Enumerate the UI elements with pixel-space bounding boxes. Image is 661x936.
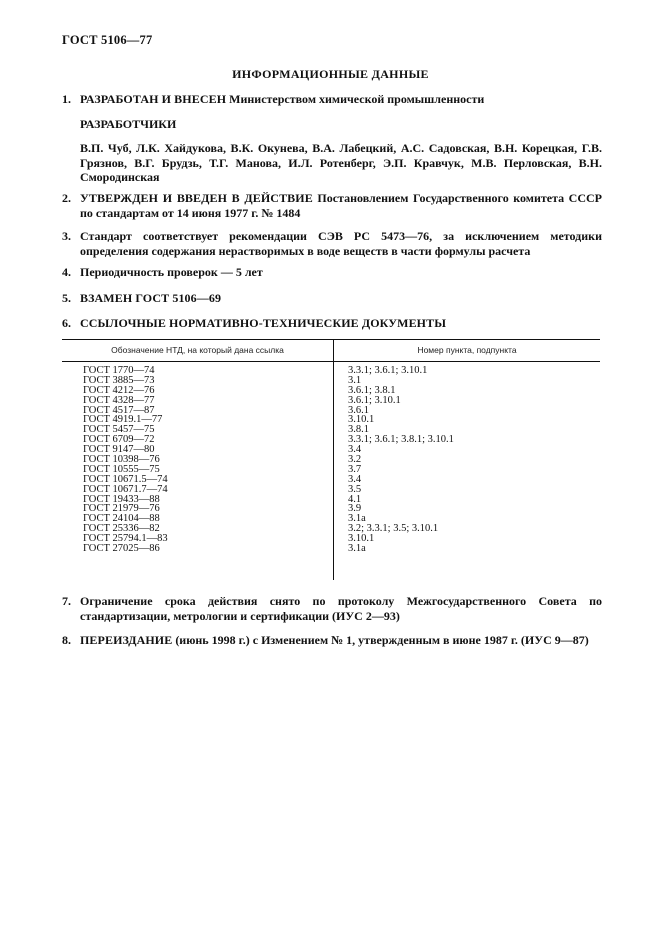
table-cell-clause: 3.10.1	[348, 414, 375, 426]
table-cell-document: ГОСТ 6709—72	[83, 434, 155, 446]
table-cell-clause: 3.1	[348, 374, 362, 386]
table-cell-clause: 3.6.1; 3.8.1	[348, 384, 396, 396]
item-caps: ПЕРЕИЗДАНИЕ	[80, 633, 173, 647]
table-cell-document: ГОСТ 10555—75	[83, 463, 160, 475]
item-number: 4.	[62, 265, 71, 279]
info-item-3	[62, 229, 602, 258]
table-cell-document: ГОСТ 5457—75	[83, 424, 155, 436]
table-cell-document: ГОСТ 4919.1—77	[83, 414, 163, 426]
table-header-rule	[62, 361, 600, 362]
table-cell-document: ГОСТ 10398—76	[83, 454, 160, 466]
table-cell-document: ГОСТ 9147—80	[83, 444, 155, 456]
info-item-6	[62, 316, 602, 331]
item-text: Постановлением Государственного комитета СССР по стандартам от 14 июня 1977 г. № 1484	[80, 191, 602, 220]
item-number: 8.	[62, 633, 71, 647]
table-cell-document: ГОСТ 19433—88	[83, 493, 160, 505]
table-cell-clause: 3.2; 3.3.1; 3.5; 3.10.1	[348, 523, 439, 535]
table-cell-document: ГОСТ 4212—76	[83, 384, 155, 396]
table-cell-clause: 3.1а	[348, 513, 366, 525]
developers-heading: РАЗРАБОТЧИКИ	[80, 117, 177, 131]
info-item-1	[62, 92, 602, 107]
info-item-2	[62, 191, 602, 220]
table-cell-document: ГОСТ 4328—77	[83, 394, 155, 406]
item-number: 3.	[62, 229, 71, 243]
table-body	[62, 366, 600, 554]
table-cell-clause: 3.3.1; 3.6.1; 3.10.1	[348, 365, 428, 376]
table-cell-document: ГОСТ 10671.7—74	[83, 483, 168, 495]
table-cell-document: ГОСТ 1770—74	[83, 365, 155, 376]
table-cell-clause: 4.1	[348, 493, 362, 505]
item-caps: ССЫЛОЧНЫЕ НОРМАТИВНО-ТЕХНИЧЕСКИЕ ДОКУМЕНТЫ	[80, 316, 447, 330]
table-cell-clause: 3.3.1; 3.6.1; 3.8.1; 3.10.1	[348, 434, 454, 446]
table-cell-document: ГОСТ 27025—86	[83, 543, 160, 555]
table-cell-document: ГОСТ 3885—73	[83, 374, 155, 386]
developers-list: В.П. Чуб, Л.К. Хайдукова, В.К. Окунева, В.А. Лабецкий, А.С. Садовская, В.Н. Корецкая, Г.В. Грязнов, В.Г. Брудзь, Т.Г. Манова, И.Л. Ротенберг, Э.П. Кравчук, М.В. Перловская, В.Н. Смородинская	[80, 141, 602, 184]
table-cell-clause: 3.6.1	[348, 404, 369, 416]
info-item-4	[62, 265, 602, 280]
table-cell-clause: 3.7	[348, 463, 362, 475]
table-cell-document: ГОСТ 4517—87	[83, 404, 155, 416]
table-header-clause: Номер пункта, подпункта	[417, 345, 517, 355]
item-number: 7.	[62, 594, 71, 608]
item-text: Министерством химической промышленности	[229, 92, 485, 106]
table-cell-clause: 3.5	[348, 483, 362, 495]
item-number: 5.	[62, 291, 71, 305]
table-cell-clause: 3.10.1	[348, 533, 375, 545]
table-cell-clause: 3.2	[348, 454, 362, 466]
item-number: 6.	[62, 316, 71, 330]
item-text: Ограничение срока действия снято по протоколу Межгосударственного Совета по стандартизации, метрологии и сертификации (ИУС 2—93)	[80, 594, 602, 623]
item-caps: УТВЕРЖДЕН И ВВЕДЕН В ДЕЙСТВИЕ	[80, 191, 313, 205]
table-cell-clause: 3.4	[348, 473, 362, 485]
table-cell-document: ГОСТ 25794.1—83	[83, 533, 168, 545]
item-caps: РАЗРАБОТАН И ВНЕСЕН	[80, 92, 227, 106]
table-header-document: Обозначение НТД, на который дана ссылка	[111, 345, 284, 355]
table-cell-document: ГОСТ 25336—82	[83, 523, 160, 535]
table-cell-clause: 3.6.1; 3.10.1	[348, 394, 401, 406]
item-text: Периодичность проверок — 5 лет	[80, 265, 263, 279]
table-cell-document: ГОСТ 24104—88	[83, 513, 160, 525]
table-cell-clause: 3.1а	[348, 543, 366, 555]
document-header: ГОСТ 5106—77	[62, 33, 153, 47]
table-cell-document: ГОСТ 21979—76	[83, 503, 160, 515]
item-text: (июнь 1998 г.) с Изменением № 1, утвержденным в июне 1987 г. (ИУС 9—87)	[175, 633, 589, 647]
table-top-rule	[62, 339, 600, 340]
table-cell-clause: 3.8.1	[348, 424, 369, 436]
info-item-8	[62, 633, 602, 648]
table-cell-clause: 3.4	[348, 444, 362, 456]
references-table	[62, 339, 600, 579]
item-caps: ВЗАМЕН ГОСТ 5106—69	[80, 291, 222, 305]
info-item-5	[62, 291, 602, 306]
info-item-7	[62, 594, 602, 623]
item-number: 1.	[62, 92, 71, 106]
page-title: ИНФОРМАЦИОННЫЕ ДАННЫЕ	[232, 67, 429, 81]
table-cell-clause: 3.9	[348, 503, 362, 515]
table-row	[62, 544, 600, 554]
table-cell-document: ГОСТ 10671.5—74	[83, 473, 168, 485]
item-number: 2.	[62, 191, 71, 205]
item-text: Стандарт соответствует рекомендации СЭВ РС 5473—76, за исключением методики определения содержания нерастворимых в воде веществ в части формулы расчета	[80, 229, 602, 258]
